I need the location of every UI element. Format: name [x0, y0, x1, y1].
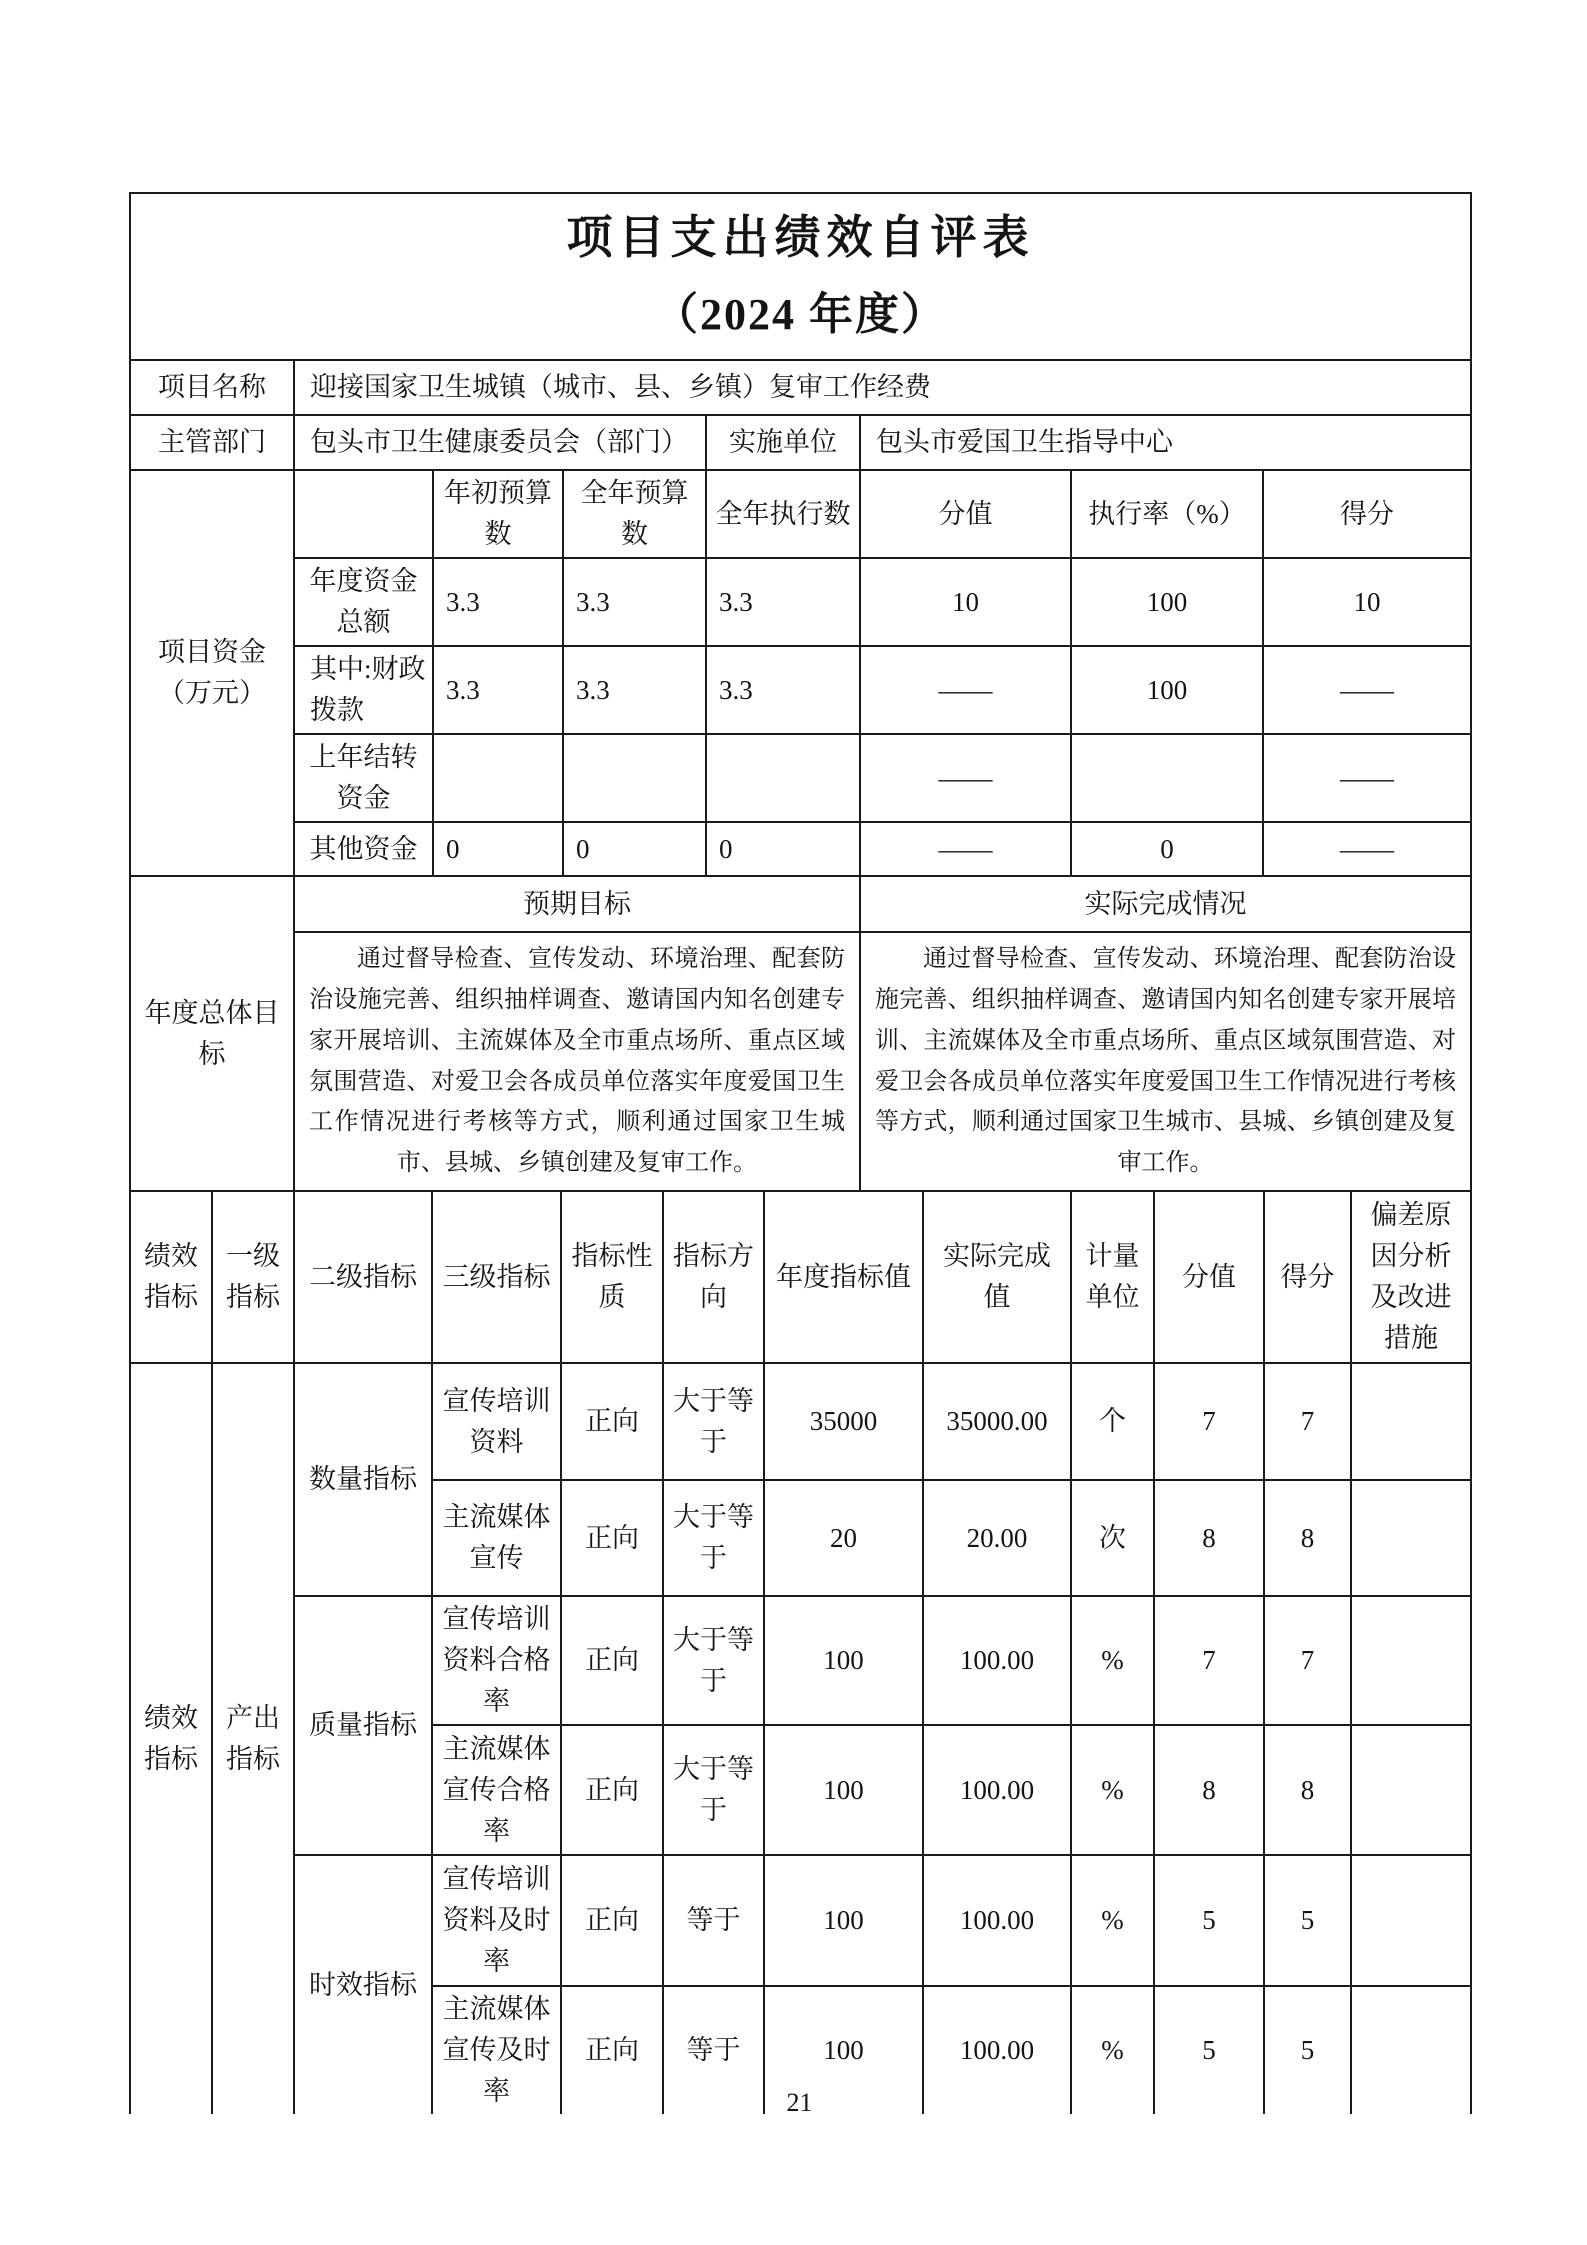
goal-table: [129, 875, 1472, 1192]
row1-direction: 大于等于: [663, 1363, 764, 1480]
row3-deviation: [1351, 1596, 1471, 1725]
perf-span-label: 绩效指标: [130, 1363, 212, 2114]
total-executed: 3.3: [706, 558, 860, 646]
row1-nature: 正向: [561, 1363, 663, 1480]
other-year: 0: [563, 822, 706, 876]
row5-actual: 100.00: [923, 1855, 1071, 1986]
project-name-value: 迎接国家卫生城镇（城市、县、乡镇）复审工作经费: [294, 360, 1471, 415]
indicator-row-3: [130, 1596, 1471, 1725]
header-unit: 计量单位: [1071, 1191, 1154, 1363]
indicator-row-1: [130, 1363, 1471, 1480]
funding-header-exec-rate: 执行率（%）: [1071, 470, 1263, 558]
self-evaluation-table: [129, 192, 1470, 2114]
fiscal-initial: 3.3: [433, 646, 563, 734]
department-row: [130, 415, 1471, 470]
row6-nature: 正向: [561, 1986, 663, 2114]
funding-row-other: [130, 822, 1471, 876]
project-name-label: 项目名称: [130, 360, 294, 415]
fiscal-executed: 3.3: [706, 646, 860, 734]
row3-direction: 大于等于: [663, 1596, 764, 1725]
funding-corner-cell: [294, 470, 433, 558]
funding-label-carryover: 上年结转资金: [294, 734, 433, 822]
header-level1: 一级指标: [212, 1191, 294, 1363]
goal-header-row: [130, 876, 1471, 932]
funding-header-year: 全年预算数: [563, 470, 706, 558]
funding-label-fiscal: 其中:财政拨款: [294, 646, 433, 734]
row4-deviation: [1351, 1725, 1471, 1855]
row4-target: 100: [764, 1725, 923, 1855]
row2-deviation: [1351, 1480, 1471, 1596]
total-score: 10: [1263, 558, 1471, 646]
funding-row-fiscal: [130, 646, 1471, 734]
row2-direction: 大于等于: [663, 1480, 764, 1596]
row2-name: 主流媒体宣传: [432, 1480, 561, 1596]
row2-score: 8: [1264, 1480, 1351, 1596]
title-line1: 项目支出绩效自评表: [566, 212, 1035, 264]
row5-target: 100: [764, 1855, 923, 1986]
title-block: [129, 192, 1472, 361]
row5-nature: 正向: [561, 1855, 663, 1986]
dept-value: 包头市卫生健康委员会（部门）: [294, 415, 706, 470]
row6-score-max: 5: [1154, 1986, 1264, 2114]
row2-unit: 次: [1071, 1480, 1154, 1596]
group-quality: 质量指标: [294, 1596, 432, 1855]
total-initial: 3.3: [433, 558, 563, 646]
row4-score: 8: [1264, 1725, 1351, 1855]
row4-direction: 大于等于: [663, 1725, 764, 1855]
row3-score: 7: [1264, 1596, 1351, 1725]
goal-content-row: [130, 932, 1471, 1191]
row3-name: 宣传培训资料合格率: [432, 1596, 561, 1725]
fiscal-score-max: ——: [860, 646, 1071, 734]
row4-unit: %: [1071, 1725, 1154, 1855]
indicator-table: [129, 1190, 1472, 2114]
carryover-score-max: ——: [860, 734, 1071, 822]
goal-actual-text: 通过督导检查、宣传发动、环境治理、配套防治设施完善、组织抽样调查、邀请国内知名创建专家开展培训、主流媒体及全市重点场所、重点区域氛围营造、对爱卫会各成员单位落实年度爱国卫生工作情况进行考核等方式，顺利通过国家卫生城市、县城、乡镇创建及复审工作。: [860, 932, 1471, 1191]
unit-label: 实施单位: [706, 415, 860, 470]
header-deviation: 偏差原因分析及改进措施: [1351, 1191, 1471, 1363]
row5-score: 5: [1264, 1855, 1351, 1986]
other-executed: 0: [706, 822, 860, 876]
fiscal-exec-rate: 100: [1071, 646, 1263, 734]
row2-target: 20: [764, 1480, 923, 1596]
other-score: ——: [1263, 822, 1471, 876]
row2-score-max: 8: [1154, 1480, 1264, 1596]
row6-target: 100: [764, 1986, 923, 2114]
row1-unit: 个: [1071, 1363, 1154, 1480]
funding-header-row: [130, 470, 1471, 558]
carryover-exec-rate: [1071, 734, 1263, 822]
info-table: [129, 359, 1472, 471]
unit-value: 包头市爱国卫生指导中心: [860, 415, 1471, 470]
other-exec-rate: 0: [1071, 822, 1263, 876]
goal-actual-header: 实际完成情况: [860, 876, 1471, 932]
document-title: [130, 193, 1471, 360]
funding-header-score-max: 分值: [860, 470, 1071, 558]
row5-name: 宣传培训资料及时率: [432, 1855, 561, 1986]
carryover-score: ——: [1263, 734, 1471, 822]
row3-score-max: 7: [1154, 1596, 1264, 1725]
row4-name: 主流媒体宣传合格率: [432, 1725, 561, 1855]
row3-target: 100: [764, 1596, 923, 1725]
funding-row-total: [130, 558, 1471, 646]
goal-row-label: 年度总体目标: [130, 876, 294, 1191]
funding-table: [129, 469, 1472, 877]
funding-header-score: 得分: [1263, 470, 1471, 558]
goal-expected-header: 预期目标: [294, 876, 860, 932]
row5-deviation: [1351, 1855, 1471, 1986]
row6-unit: %: [1071, 1986, 1154, 2114]
row3-unit: %: [1071, 1596, 1154, 1725]
funding-label-other: 其他资金: [294, 822, 433, 876]
indicator-header-row: [130, 1191, 1471, 1363]
funding-header-initial: 年初预算数: [433, 470, 563, 558]
total-exec-rate: 100: [1071, 558, 1263, 646]
header-level2: 二级指标: [294, 1191, 432, 1363]
row4-nature: 正向: [561, 1725, 663, 1855]
header-nature: 指标性质: [561, 1191, 663, 1363]
header-target: 年度指标值: [764, 1191, 923, 1363]
row2-actual: 20.00: [923, 1480, 1071, 1596]
row6-actual: 100.00: [923, 1986, 1071, 2114]
row1-actual: 35000.00: [923, 1363, 1071, 1480]
other-score-max: ——: [860, 822, 1071, 876]
title-line2: （2024 年度）: [654, 289, 947, 339]
row3-nature: 正向: [561, 1596, 663, 1725]
row2-nature: 正向: [561, 1480, 663, 1596]
group-timeliness: 时效指标: [294, 1855, 432, 2114]
group-quantity: 数量指标: [294, 1363, 432, 1596]
row5-unit: %: [1071, 1855, 1154, 1986]
page-number: 21: [786, 2088, 813, 2117]
carryover-executed: [706, 734, 860, 822]
fiscal-score: ——: [1263, 646, 1471, 734]
row1-score-max: 7: [1154, 1363, 1264, 1480]
row1-score: 7: [1264, 1363, 1351, 1480]
row1-name: 宣传培训资料: [432, 1363, 561, 1480]
row3-actual: 100.00: [923, 1596, 1071, 1725]
row6-score: 5: [1264, 1986, 1351, 2114]
level1-span-label: 产出指标: [212, 1363, 294, 2114]
row4-score-max: 8: [1154, 1725, 1264, 1855]
funding-header-executed: 全年执行数: [706, 470, 860, 558]
funding-label-total: 年度资金总额: [294, 558, 433, 646]
row4-actual: 100.00: [923, 1725, 1071, 1855]
header-perf: 绩效指标: [130, 1191, 212, 1363]
header-score-max: 分值: [1154, 1191, 1264, 1363]
row5-score-max: 5: [1154, 1855, 1264, 1986]
row5-direction: 等于: [663, 1855, 764, 1986]
goal-expected-text: 通过督导检查、宣传发动、环境治理、配套防治设施完善、组织抽样调查、邀请国内知名创建专家开展培训、主流媒体及全市重点场所、重点区域氛围营造、对爱卫会各成员单位落实年度爱国卫生工作情况进行考核等方式，顺利通过国家卫生城市、县城、乡镇创建及复审工作。: [294, 932, 860, 1191]
header-direction: 指标方向: [663, 1191, 764, 1363]
row6-direction: 等于: [663, 1986, 764, 2114]
total-year: 3.3: [563, 558, 706, 646]
carryover-initial: [433, 734, 563, 822]
other-initial: 0: [433, 822, 563, 876]
funding-row-label: 项目资金（万元）: [130, 470, 294, 876]
carryover-year: [563, 734, 706, 822]
row1-deviation: [1351, 1363, 1471, 1480]
indicator-row-5: [130, 1855, 1471, 1986]
total-score-max: 10: [860, 558, 1071, 646]
header-level3: 三级指标: [432, 1191, 561, 1363]
funding-row-carryover: [130, 734, 1471, 822]
row6-name: 主流媒体宣传及时率: [432, 1986, 561, 2114]
header-actual: 实际完成值: [923, 1191, 1071, 1363]
dept-label: 主管部门: [130, 415, 294, 470]
row1-target: 35000: [764, 1363, 923, 1480]
header-score: 得分: [1264, 1191, 1351, 1363]
fiscal-year: 3.3: [563, 646, 706, 734]
project-name-row: [130, 360, 1471, 415]
